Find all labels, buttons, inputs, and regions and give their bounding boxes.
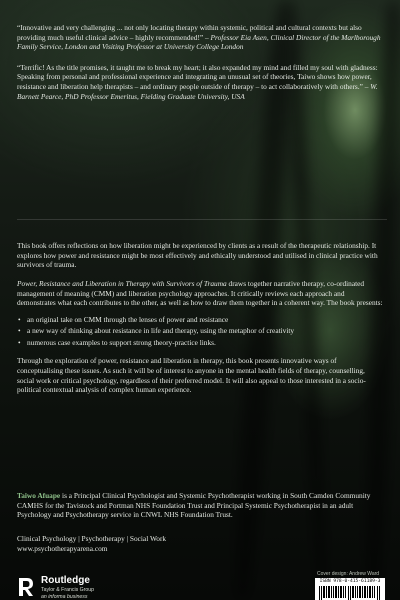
list-item: • numerous case examples to support strong theory-practice links.: [17, 338, 383, 348]
endorsement-quote: [17, 23, 383, 52]
book-title-italic: Power, Resistance and Liberation in Therapy with Survivors of Trauma: [17, 279, 227, 289]
website-link[interactable]: www.psychotherapyarena.com: [17, 543, 108, 553]
author-bio-text: is a Principal Clinical Psychologist and Systemic Psychotherapist working in South Camden Community CAMHS for the Tavistock and Portman NHS Foundation Trust and Principal Systemic Psychotherapist in an adult Psychology and Psychotherapy service in CNWL NHS Foundation Trust.: [17, 491, 371, 520]
quote-attribution: – Professor Eia Asen, Clinical Director of the Marlborough Family Service, London and Visiting Professor at University College London: [17, 32, 381, 52]
quote-text: “Terrific! As the title promises, it taught me to break my heart; it also expanded my mind and filled my soul with gladness: Speaking from personal and professional experience and integrating an unusual set of theories, Taiwo shows how power, resistance and liberation help therapists – and ordinary people outside of therapy – to act collaboratively with others.”: [17, 62, 378, 91]
section-divider: [17, 219, 387, 220]
description-approaches-text: draws together narrative therapy, co-ordinated management of meaning (CMM) and liberation psychology approaches. It critically reviews each approach and demonstrates what each contributes to the other, as well as how to draw them together in a coherent way. The book presents:: [17, 279, 383, 308]
list-item: • an original take on CMM through the lenses of power and resistance: [17, 315, 383, 325]
endorsements: [17, 23, 383, 112]
quote-attribution: – W. Barnett Pearce, PhD Professor Emeritus, Fielding Graduate University, USA: [17, 81, 378, 101]
author-name: Taiwo Afuape: [17, 491, 61, 500]
cover-credit: Cover design: Andrew Ward: [317, 571, 380, 577]
description-intro: This book offers reflections on how liberation might be experienced by clients as a result of the therapeutic relationship. It explores how power and resistance might be most effectively and ethically understood and utilised in clinical practice with survivors of trauma.: [17, 241, 378, 270]
barcode-icon: [319, 586, 381, 600]
book-description: [17, 241, 383, 404]
list-item: • a new way of thinking about resistance in life and therapy, using the metaphor of creativity: [17, 326, 383, 336]
subject-info: [17, 534, 383, 553]
publisher-tagline: an informa business: [41, 594, 88, 600]
endorsement-quote: [17, 63, 383, 101]
publisher-logo: [17, 574, 177, 600]
quote-text: “Innovative and very challenging ... not only locating therapy within systemic, political and cultural contexts but also providing much useful clinical advice – highly recommended!”: [17, 23, 362, 42]
routledge-logo-icon: [17, 576, 35, 598]
subject-categories: Clinical Psychology | Psychotherapy | Social Work: [17, 534, 167, 543]
feature-list: [17, 315, 383, 348]
publisher-name: Routledge: [41, 575, 90, 586]
isbn-barcode: [315, 578, 385, 600]
author-bio: [17, 491, 383, 520]
isbn-label: ISBN 978-0-415-61189-3: [319, 579, 381, 584]
publisher-group: Taylor & Francis Group: [41, 587, 95, 593]
description-approaches: [17, 279, 383, 308]
description-closing: Through the exploration of power, resistance and liberation in therapy, this book presents innovative ways of conceptualising these issues. As such it will be of interest to anyone in the mental health fields of therapy, counselling, social work or critical psychology, regardless of their preferred model. It will also appeal to those interested in a socio-political contextual analysis of complex human experience.: [17, 356, 366, 395]
